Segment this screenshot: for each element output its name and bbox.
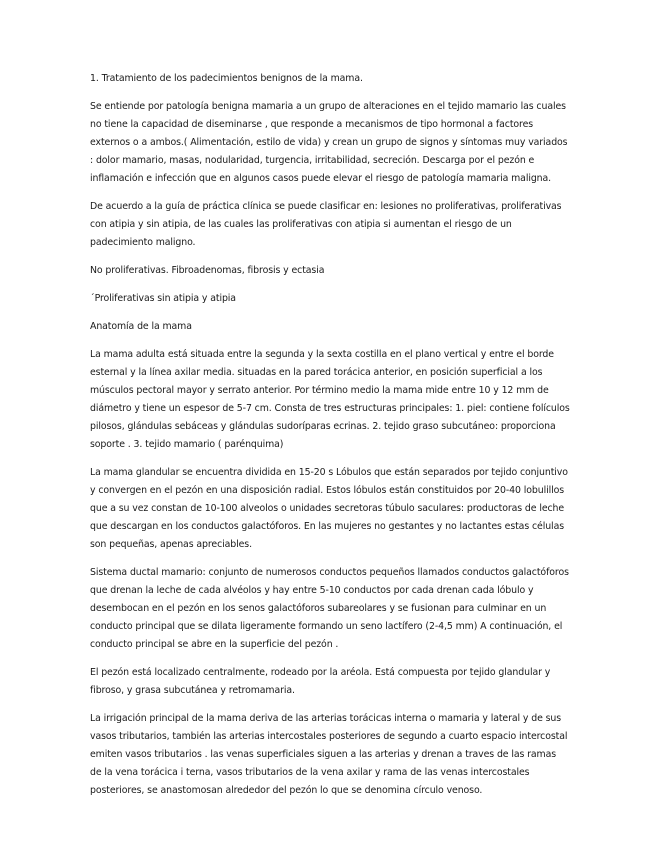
paragraph-classification: De acuerdo a la guía de práctica clínica se puede clasificar en: lesiones no proliferativas, proliferativas con atipia y sin atipia, de las cuales las proliferativas con atipia si aumentan el riesgo de un padecimiento maligno. bbox=[90, 201, 562, 248]
paragraph-definition: Se entiende por patología benigna mamaria a un grupo de alteraciones en el tejido mamario las cuales no tiene la capacidad de diseminarse , que responde a mecanismos de tipo hormonal a factores externos o a ambos.( Alimentación, estilo de vida) y crean un grupo de signos y síntomas muy variados : dolor mamario, masas, nodularidad, turgencia, irritabilidad, secreción. Descarga por el pezón e inflamación e infección que en algunos casos puede elevar el riesgo de patología mamaria maligna. bbox=[90, 101, 568, 184]
paragraph-sistema-ductal: Sistema ductal mamario: conjunto de numerosos conductos pequeños llamados conductos galactóforos que drenan la leche de cada alvéolos y hay entre 5-10 conductos por cada drenan cada lóbulo y desembocan en el pezón en los senos galactóforos subareolares y se fusionan para culminar en un conducto principal que se dilata ligeramente formando un seno lactífero (2-4,5 mm) A continuación, el conducto principal se abre en la superficie del pezón . bbox=[90, 567, 569, 650]
subheading-anatomia: Anatomía de la mama bbox=[90, 321, 192, 332]
paragraph-no-proliferativas: No proliferativas. Fibroadenomas, fibrosis y ectasia bbox=[90, 265, 325, 276]
document-body bbox=[90, 70, 570, 810]
paragraph-pezon: El pezón está localizado centralmente, rodeado por la aréola. Está compuesta por tejido glandular y fibroso, y grasa subcutánea y retromamaria. bbox=[90, 667, 551, 696]
section-heading: 1. Tratamiento de los padecimientos benignos de la mama. bbox=[90, 73, 363, 84]
paragraph-mama-glandular: La mama glandular se encuentra dividida en 15-20 s Lóbulos que están separados por tejido conjuntivo y convergen en el pezón en una disposición radial. Estos lóbulos están constituidos por 20-40 lobulillos que a su vez constan de 10-100 alveolos o unidades secretoras túbulo saculares: productoras de leche que descargan en los conductos galactóforos. En las mujeres no gestantes y no lactantes estas células son pequeñas, apenas apreciables. bbox=[90, 467, 568, 550]
paragraph-irrigacion: La irrigación principal de la mama deriva de las arterias torácicas interna o mamaria y lateral y de sus vasos tributarios, también las arterias intercostales posteriores de segundo a cuarto espacio intercostal emiten vasos tributarios . las venas superficiales siguen a las arterias y drenan a traves de las ramas de la vena torácica i terna, vasos tributarios de la vena axilar y rama de las venas intercostales posteriores, se anastomosan alrededor del pezón lo que se denomina círculo venoso. bbox=[90, 713, 568, 796]
paragraph-mama-adulta: La mama adulta está situada entre la segunda y la sexta costilla en el plano vertical y entre el borde esternal y la línea axilar media. situadas en la pared torácica anterior, en posición superficial a los músculos pectoral mayor y serrato anterior. Por término medio la mama mide entre 10 y 12 mm de diámetro y tiene un espesor de 5-7 cm. Consta de tres estructuras principales: 1. piel: contiene folículos pilosos, glándulas sebáceas y glándulas sudoríparas ecrinas. 2. tejido graso subcutáneo: proporciona soporte . 3. tejido mamario ( parénquima) bbox=[90, 349, 570, 450]
paragraph-proliferativas: ´Proliferativas sin atipia y atipia bbox=[90, 293, 236, 304]
